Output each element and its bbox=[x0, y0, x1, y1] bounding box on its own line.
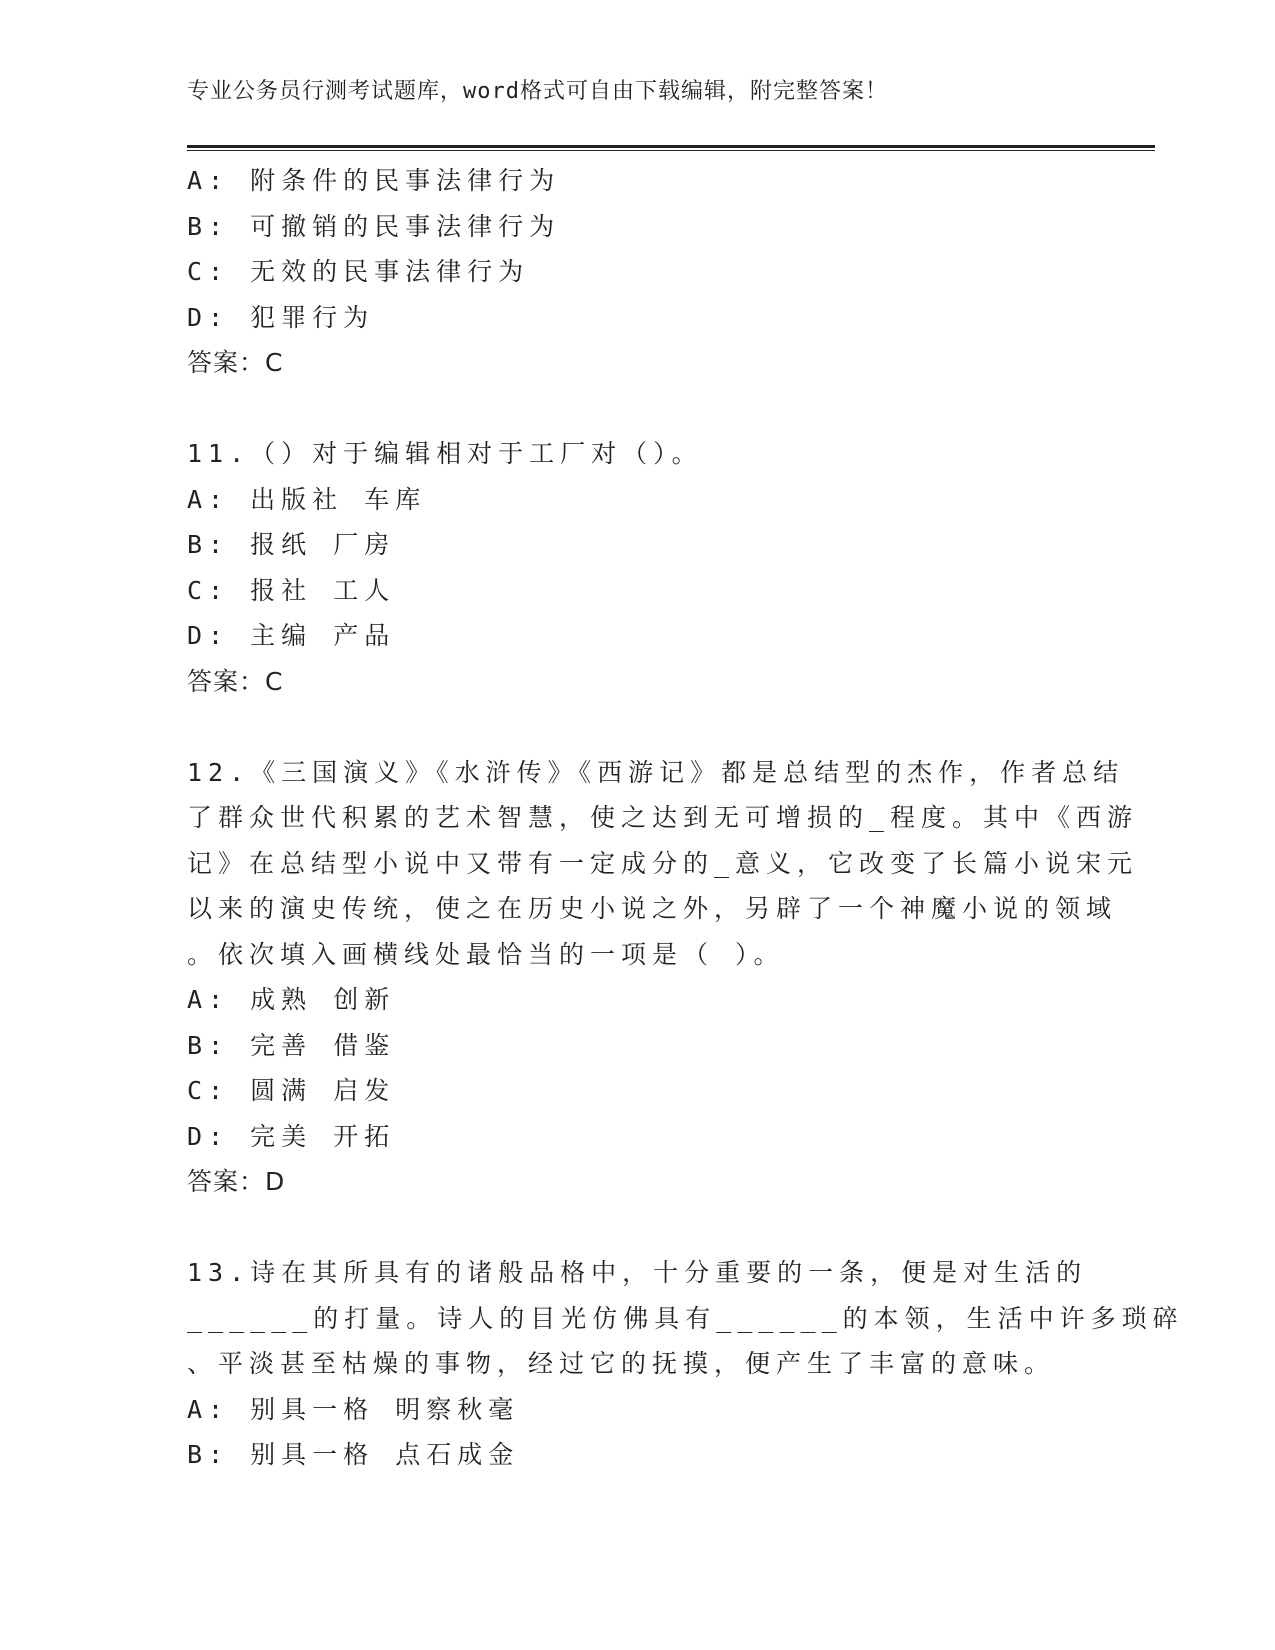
option-b: B: 别具一格 点石成金 bbox=[187, 1440, 520, 1469]
option-c: C: 无效的民事法律行为 bbox=[187, 257, 530, 286]
option-c: C: 圆满 启发 bbox=[187, 1076, 396, 1105]
question-stem: 11.（）对于编辑相对于工厂对（）。 bbox=[187, 439, 703, 468]
option-a: A: 出版社 车库 bbox=[187, 484, 427, 514]
answer: 答案：D bbox=[187, 1167, 286, 1196]
question-stem-line: 记》在总结型小说中又带有一定成分的_意义，它改变了长篇小说宋元 bbox=[187, 848, 1139, 878]
option-a: A: 成熟 创新 bbox=[187, 985, 396, 1014]
option-d: D: 完美 开拓 bbox=[187, 1121, 396, 1151]
option-b: B: 完善 借鉴 bbox=[187, 1030, 396, 1060]
question-stem-line: 了群众世代积累的艺术智慧，使之达到无可增损的_程度。其中《西游 bbox=[187, 803, 1139, 832]
option-c: C: 报社 工人 bbox=[187, 575, 396, 605]
header-divider bbox=[187, 145, 1155, 151]
option-d: D: 犯罪行为 bbox=[187, 302, 375, 332]
option-a: A: 附条件的民事法律行为 bbox=[187, 166, 561, 195]
question-11 bbox=[187, 431, 1087, 704]
question-stem-line: 13.诗在其所具有的诸般品格中，十分重要的一条，便是对生活的 bbox=[187, 1258, 1088, 1287]
question-stem-line: 、平淡甚至枯燥的事物，经过它的抚摸，便产生了丰富的意味。 bbox=[187, 1349, 1056, 1378]
question-stem-line: 以来的演史传统，使之在历史小说之外，另辟了一个神魔小说的领域 bbox=[187, 894, 1118, 923]
question-content bbox=[187, 158, 1184, 1478]
question-stem-line: 12.《三国演义》《水浒传》《西游记》都是总结型的杰作，作者总结 bbox=[187, 757, 1125, 787]
question-12 bbox=[187, 750, 1139, 1205]
question-13 bbox=[187, 1250, 1184, 1478]
page-header: 专业公务员行测考试题库，word格式可自由下载编辑，附完整答案！ bbox=[187, 79, 888, 104]
option-a: A: 别具一格 明察秋毫 bbox=[187, 1394, 520, 1424]
question-stem-line: ______的打量。诗人的目光仿佛具有______的本领，生活中许多琐碎 bbox=[187, 1303, 1184, 1333]
option-b: B: 报纸 厂房 bbox=[187, 530, 396, 559]
answer: 答案：C bbox=[187, 348, 284, 377]
option-b: B: 可撤销的民事法律行为 bbox=[187, 211, 561, 241]
option-d: D: 主编 产品 bbox=[187, 621, 396, 650]
question-10 bbox=[187, 158, 1087, 386]
question-stem-line: 。依次填入画横线处最恰当的一项是（ ）。 bbox=[187, 939, 785, 969]
answer: 答案：C bbox=[187, 666, 284, 696]
